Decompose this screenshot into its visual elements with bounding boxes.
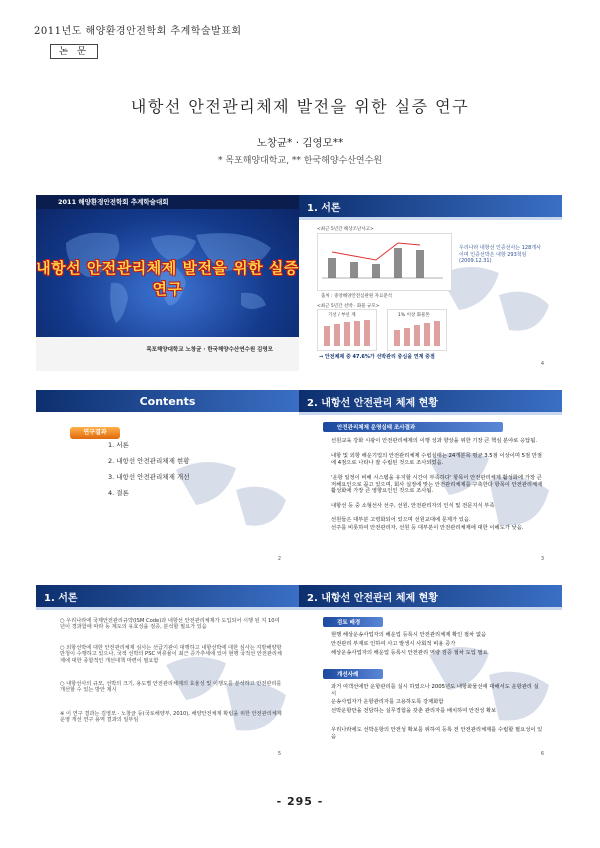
bullet-item: '운항 일정이 비해 시스템을 유지할 시간이 부족하다' 항목이 안전관리체제 활성화에 가장 큰 저해요인으로 꼽고 있으며, 회사 실정에 맞는 안전관리체제를 구축한다 항목이 안전관리체제 활성화에 가장 큰 영향요인인 것으로 조사됨. bbox=[331, 475, 543, 495]
slide-header bbox=[299, 195, 562, 217]
world-map-graphic bbox=[166, 450, 296, 560]
bullet-item: 선주를 비롯하여 안전관리자, 선원 등 대부분이 안전관리체제에 대한 이해도가 낮음. bbox=[331, 525, 524, 531]
chart1-caption: <최근 5년간 해상조난사고> bbox=[317, 227, 374, 232]
contents-item: 2. 내항선 안전관리체제 현황 bbox=[108, 457, 190, 465]
slide-page-number: 4 bbox=[540, 361, 544, 367]
contents-item: 4. 결론 bbox=[108, 489, 129, 497]
slide-footer bbox=[36, 337, 299, 371]
vessel-chart-right bbox=[387, 309, 447, 351]
survey-result-label: 안전관리체제 운영실태 조사결과 bbox=[337, 425, 416, 431]
slide-header-text: 2. 내항선 안전관리 체제 현황 bbox=[307, 398, 438, 409]
bullet-item: 선박운항만을 전담하는 실무경험을 갖춘 관리자를 배치하여 안전성 확보 bbox=[331, 708, 497, 714]
accident-chart-svg bbox=[318, 234, 451, 290]
slide-improvement-cases bbox=[299, 585, 562, 761]
header-underline bbox=[299, 607, 562, 610]
slide-title bbox=[36, 195, 299, 371]
vessel-chart-right-label: 1% 이상 화물톤 bbox=[398, 313, 430, 318]
conference-label: 2011 해양환경안전학회 추계학술대회 bbox=[58, 198, 169, 206]
slide-header bbox=[299, 390, 562, 412]
chart1-legend: 출처 : 중앙해양안전심판원 자료분석 bbox=[321, 294, 393, 299]
slide-introduction-text bbox=[36, 585, 299, 761]
authors: 노창균* · 김영모** bbox=[256, 137, 344, 149]
intro-paragraph: ○ 외항선박에 대한 안전관리체제 심사는 선급기관이 대행하고 내항선박에 대한 심사는 지방해양항만청이 수행하고 있으나, 국적 선박의 PSC 억류율이 최근 증가추세에 있어 현행 국적선 안전관리체제에 대한 종합적인 개선대책 마련이 필요함 bbox=[60, 645, 282, 664]
presenter-names: 목포해양대학교 노창균 · 한국해양수산연수원 김영모 bbox=[146, 347, 273, 353]
summary-line: → 안전체제 중 47.6%가 선박관리 중심을 연계 중점 bbox=[319, 354, 435, 360]
paper-title: 내항선 안전관리체제 발전을 위한 실증 연구 bbox=[130, 97, 470, 116]
section-label: 개선사례 bbox=[337, 672, 359, 678]
paper-type-tag: 논 문 bbox=[50, 44, 98, 59]
header-underline bbox=[299, 217, 562, 220]
slide-topbar bbox=[36, 195, 299, 209]
bullet-item: 내항선 등 중 소형선사 선주, 선원, 안전관리자의 인식 및 전문지식 부족 bbox=[331, 503, 495, 509]
bullet-item: 해상운송사업자의 해운업 등록시 안전관리 역량 검증 절차 도입 필요 bbox=[331, 650, 488, 656]
bullet-item: 우리나라에도 선박운항의 안전성 확보를 위하여 등록 전 안전관리체제를 수립할 필요성이 있음 bbox=[331, 727, 543, 740]
certified-ships-note: 우리나라 내항선 인증선사는 128개사 이며 인증선박은 내항 293척임 (2009.12.31) bbox=[459, 245, 541, 264]
slide-header bbox=[299, 585, 562, 607]
vessel-chart-left-label: 기선 / 부선 계 bbox=[328, 313, 356, 318]
slide-page-number: 5 bbox=[277, 751, 281, 757]
contents-header bbox=[36, 390, 299, 412]
slide-header-text: 1. 서론 bbox=[307, 203, 341, 214]
slide-contents bbox=[36, 390, 299, 566]
section-bar-cases bbox=[323, 669, 383, 679]
contents-item: 1. 서론 bbox=[108, 441, 129, 449]
slide-header-text: 1. 서론 bbox=[44, 593, 78, 604]
section-pill: 연구결과 bbox=[70, 427, 120, 439]
conference-name: 2011년도 해양환경안전학회 추계학술발표회 bbox=[34, 26, 242, 37]
slide-header bbox=[36, 585, 299, 607]
header-underline bbox=[299, 412, 562, 415]
chart2-caption: <최근 5년간 선박 · 화물 규모> bbox=[317, 304, 380, 309]
vessel-chart-left bbox=[317, 309, 377, 351]
bullet-item: 내항 및 외항 해운기업의 안전관리체제 수립실태는 24개분목 평균 3.5점 이상이며 5점 만점에 4점으로 나타나 잘 수립된 것으로 조사되었음. bbox=[331, 453, 543, 466]
bullet-item: 현행 해상운송사업자의 해운업 등록시 안전관리체제 확인 절차 없음 bbox=[331, 632, 487, 638]
contents-item: 3. 내항선 안전관리체제 개선 bbox=[108, 473, 190, 481]
header-underline bbox=[36, 607, 299, 610]
intro-paragraph: ※ 이 연구 결과는 김영모 · 노창균 등(국토해양부, 2010), 해양안전체계 확립을 위한 안전관리체제 운영 개선 연구 용역 결과의 일부임 bbox=[60, 711, 282, 724]
accident-chart bbox=[317, 233, 452, 291]
intro-paragraph: ○ 우리나라에 국제안전관리규약(ISM Code)과 내항선 안전관리체제가 도입되어 시행 된 지 10여년이 경과함에 따라 동 제도의 유효성을 검증, 분석할 필요가 있음 bbox=[60, 618, 280, 631]
survey-result-bar bbox=[323, 422, 503, 432]
bullet-item: 선원들은 대부분 고령화되어 있으며 선원교대에 문제가 있음. bbox=[331, 517, 471, 523]
bullet-item: 선원교육 강화 시광이 안전관리체제의 이행 성과 향상을 위한 기장 큰 핵심 분야로 응답됨. bbox=[331, 438, 538, 444]
section-bar-background bbox=[323, 617, 383, 627]
bullet-item: 과거 여객선에만 운항관리를 실시 하였으나 2005년도 내항화물선에 대해서도 운항관리 실시 bbox=[331, 684, 539, 697]
slide-page-number: 3 bbox=[540, 556, 544, 562]
intro-paragraph: ○ 내항선사의 규모, 선박의 크기, 용도별 안전관리체제의 효율성 및 이행도를 분석하고 안전관리를 개선할 수 있는 방안 제시 bbox=[60, 681, 282, 694]
slide-page-number: 2 bbox=[277, 556, 281, 562]
bullet-item: 안전관리 부재로 인하여 사고 발생시 사회적 비용 증가 bbox=[331, 641, 456, 647]
slide-main-title: 내항선 안전관리체제 발전을 위한 실증 연구 bbox=[36, 259, 299, 298]
slide-header-text: 2. 내항선 안전관리 체제 현황 bbox=[307, 593, 438, 604]
slide-introduction-charts bbox=[299, 195, 562, 371]
affiliation: * 목포해양대학교, ** 한국해양수산연수원 bbox=[217, 156, 383, 166]
contents-title: Contents bbox=[139, 395, 196, 408]
page-number: - 295 - bbox=[276, 795, 324, 808]
bullet-item: 운송사업자가 운항관리자를 고용하도록 강제화함 bbox=[331, 699, 444, 705]
slide-page-number: 6 bbox=[540, 751, 544, 757]
section-label: 검토 배경 bbox=[337, 620, 361, 626]
slide-management-status bbox=[299, 390, 562, 566]
